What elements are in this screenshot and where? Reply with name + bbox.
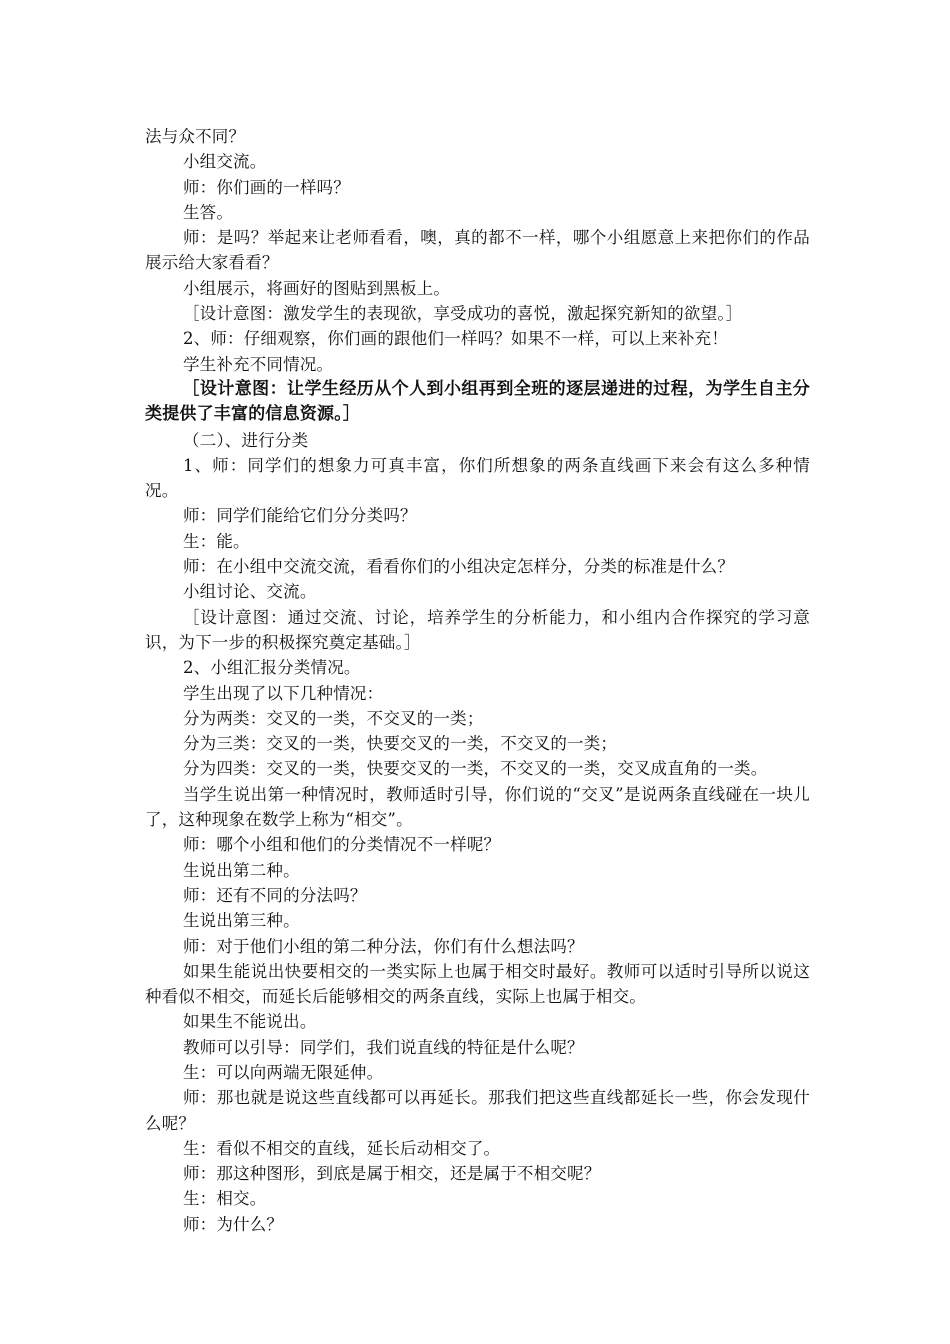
paragraph: ［设计意图：激发学生的表现欲，享受成功的喜悦，激起探究新知的欲望。］ <box>182 304 743 324</box>
paragraph: 当学生说出第一种情况时，教师适时引导，你们说的“交叉”是说两条直线碰在一块儿了，这种现象在数学上称为“相交”。 <box>145 784 810 830</box>
paragraph: 师：哪个小组和他们的分类情况不一样呢？ <box>182 835 501 855</box>
paragraph: 生：能。 <box>182 531 250 551</box>
document-body <box>145 124 810 1237</box>
paragraph: 师：同学们能给它们分分类吗？ <box>182 506 417 526</box>
paragraph: ［设计意图：让学生经历从个人到小组再到全班的逐层递进的过程，为学生自主分类提供了丰富的信息资源。］ <box>145 378 810 425</box>
paragraph: 生：看似不相交的直线，延长后动相交了。 <box>182 1138 501 1158</box>
paragraph: ［设计意图：通过交流、讨论，培养学生的分析能力，和小组内合作探究的学习意识，为下一步的积极探究奠定基础。］ <box>145 607 810 652</box>
paragraph: 师：你们画的一样吗？ <box>182 177 350 197</box>
paragraph: 师：在小组中交流交流，看看你们的小组决定怎样分，分类的标准是什么？ <box>182 557 735 577</box>
paragraph: 小组讨论、交流。 <box>182 582 317 602</box>
paragraph: 生：相交。 <box>182 1189 267 1209</box>
paragraph: 生答。 <box>182 202 234 222</box>
paragraph: 生：可以向两端无限延伸。 <box>182 1062 384 1082</box>
paragraph: 法与众不同？ <box>145 127 246 146</box>
paragraph: 小组交流。 <box>182 152 267 172</box>
paragraph: 1、师：同学们的想象力可真丰富，你们所想象的两条直线画下来会有这么多种情况。 <box>145 455 810 501</box>
paragraph: 如果生能说出快要相交的一类实际上也属于相交时最好。教师可以适时引导所以说这种看似不相交，而延长后能够相交的两条直线，实际上也属于相交。 <box>145 961 810 1007</box>
paragraph: 学生出现了以下几种情况： <box>182 683 384 703</box>
paragraph: 师：那这种图形，到底是属于相交，还是属于不相交呢？ <box>182 1164 601 1184</box>
paragraph: 师：还有不同的分法吗？ <box>182 885 367 905</box>
paragraph: 分为三类：交叉的一类，快要交叉的一类，不交叉的一类； <box>182 734 618 754</box>
paragraph: 如果生不能说出。 <box>182 1012 317 1032</box>
paragraph: 师：对于他们小组的第二种分法，你们有什么想法吗？ <box>182 936 584 956</box>
paragraph: 生说出第三种。 <box>182 911 300 931</box>
paragraph: 师：那也就是说这些直线都可以再延长。那我们把这些直线都延长一些，你会发现什么呢？ <box>145 1088 810 1133</box>
paragraph: 师：是吗？举起来让老师看看，噢，真的都不一样，哪个小组愿意上来把你们的作品展示给大家看看？ <box>145 228 810 273</box>
paragraph: 师：为什么？ <box>182 1214 284 1234</box>
paragraph: 分为四类：交叉的一类，快要交叉的一类，不交叉的一类，交叉成直角的一类。 <box>182 759 768 779</box>
paragraph: （二）、进行分类 <box>182 430 309 450</box>
paragraph: 2、师：仔细观察，你们画的跟他们一样吗？如果不一样，可以上来补充！ <box>182 329 729 349</box>
paragraph: 小组展示，将画好的图贴到黑板上。 <box>182 278 451 298</box>
paragraph: 教师可以引导：同学们，我们说直线的特征是什么呢？ <box>182 1037 584 1057</box>
paragraph: 2、小组汇报分类情况。 <box>182 658 361 678</box>
paragraph: 分为两类：交叉的一类，不交叉的一类； <box>182 708 484 728</box>
paragraph: 生说出第二种。 <box>182 860 300 880</box>
paragraph: 学生补充不同情况。 <box>182 354 334 374</box>
